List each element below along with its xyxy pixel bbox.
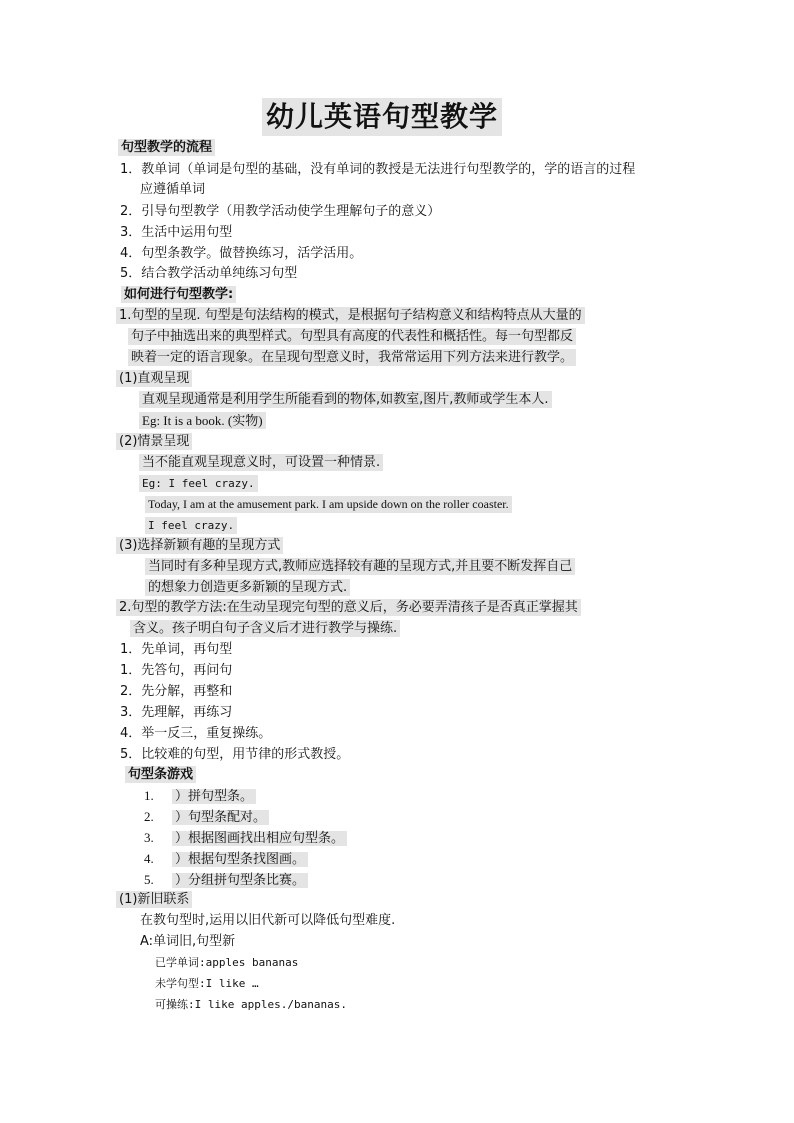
list-item [144, 829, 347, 847]
example-sentence: I feel crazy. [145, 517, 237, 534]
paragraph-line: 句子中抽选出来的典型样式。句型具有高度的代表性和概括性。每一句型都反 [128, 328, 576, 345]
method-description: 的想象力创造更多新颖的呈现方式. [145, 579, 350, 596]
list-item: 4．举一反三，重复操练。 [120, 726, 272, 741]
list-number: 5. [144, 872, 154, 887]
method-heading: (3)选择新颖有趣的呈现方式 [116, 537, 283, 554]
list-item: 2．引导句型教学（用教学活动使学生理解句子的意义） [120, 204, 441, 219]
paragraph-line: 映着一定的语言现象。在呈现句型意义时，我常常运用下列方法来进行教学。 [128, 349, 576, 366]
paragraph-line: 1.句型的呈现. 句型是句法结构的模式，是根据句子结构意义和结构特点从大量的 [116, 307, 585, 324]
list-item: 应遵循单词 [140, 182, 206, 197]
list-item [144, 787, 256, 805]
list-item [144, 871, 308, 889]
method-description: 当同时有多种呈现方式,教师应选择较有趣的呈现方式,并且要不断发挥自己 [145, 558, 575, 575]
paragraph-line: 2.句型的教学方法:在生动呈现完句型的意义后，务必要弄清孩子是否真正掌握其 [116, 599, 581, 616]
section-heading-how: 如何进行句型教学: [121, 286, 236, 303]
list-number: 4. [144, 851, 154, 866]
method-heading: (2)情景呈现 [116, 433, 192, 450]
paragraph-line: 含义。孩子明白句子含义后才进行教学与操练. [130, 620, 400, 637]
list-item: 3．生活中运用句型 [120, 225, 233, 240]
method-description: 直观呈现通常是利用学生所能看到的物体,如教室,图片,教师或学生本人. [139, 391, 552, 408]
list-item [144, 808, 269, 826]
example-line: 未学句型:I like … [155, 977, 259, 990]
example-line: 已学单词:apples bananas [155, 956, 299, 969]
example-sentence: Eg: It is a book. (实物) [139, 412, 266, 429]
list-item: 2．先分解，再整和 [120, 684, 233, 699]
method-heading: (1)新旧联系 [116, 891, 192, 908]
example-line: 可操练:I like apples./bananas. [155, 998, 347, 1011]
list-number: 3. [144, 830, 154, 845]
list-item-text: ）拼句型条。 [172, 789, 256, 804]
subheading: A:单词旧,句型新 [140, 934, 236, 949]
list-item: 5．结合教学活动单纯练习句型 [120, 266, 298, 281]
list-item: 1．教单词（单词是句型的基础，没有单词的教授是无法进行句型教学的，学的语言的过程 [120, 162, 636, 177]
section-heading-games: 句型条游戏 [125, 766, 196, 783]
list-item-text: ）根据句型条找图画。 [172, 852, 308, 867]
section-heading-flow: 句型教学的流程 [118, 139, 215, 156]
list-item-text: ）根据图画找出相应句型条。 [172, 831, 347, 846]
list-number: 2. [144, 809, 154, 824]
list-item-text: ）分组拼句型条比赛。 [172, 873, 308, 888]
example-sentence: Today, I am at the amusement park. I am upside down on the roller coaster. [145, 496, 512, 513]
list-item: 1．先单词，再句型 [120, 642, 233, 657]
list-item [144, 850, 308, 868]
method-heading: (1)直观呈现 [116, 370, 192, 387]
list-item: 3．先理解，再练习 [120, 705, 233, 720]
list-item: 1．先答句，再问句 [120, 663, 233, 678]
method-description: 在教句型时,运用以旧代新可以降低句型难度. [140, 913, 396, 928]
page-title: 幼儿英语句型教学 [262, 98, 502, 136]
list-item-text: ）句型条配对。 [172, 810, 269, 825]
example-sentence: Eg: I feel crazy. [139, 475, 258, 492]
list-item: 4．句型条教学。做替换练习，活学活用。 [120, 246, 363, 261]
list-number: 1. [144, 788, 154, 803]
list-item: 5．比较难的句型，用节律的形式教授。 [120, 747, 350, 762]
method-description: 当不能直观呈现意义时，可设置一种情景. [139, 454, 383, 471]
